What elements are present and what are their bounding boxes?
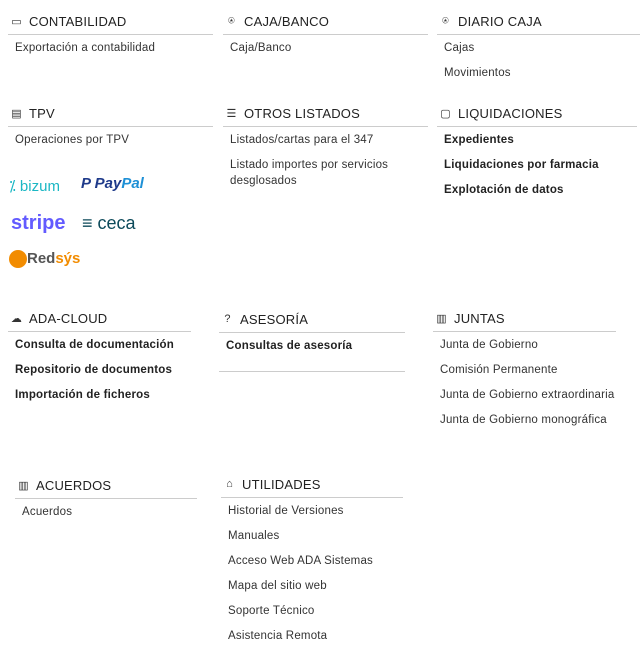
section-items xyxy=(437,35,640,88)
menu-link[interactable]: Operaciones por TPV xyxy=(15,134,130,146)
paypal-text-b: Pal xyxy=(121,175,144,192)
menu-link[interactable]: Consulta de documentación xyxy=(15,339,174,351)
menu-link[interactable]: Listados/cartas para el 347 xyxy=(230,134,374,146)
menu-link[interactable]: Movimientos xyxy=(444,67,511,79)
section-items xyxy=(223,127,428,196)
stripe-logo: stripe xyxy=(11,212,66,234)
cash-register-icon: ⍟ xyxy=(442,14,449,27)
section-header xyxy=(219,306,405,333)
section-otros-listados xyxy=(223,100,428,196)
section-header xyxy=(223,100,428,127)
question-icon: ? xyxy=(224,313,231,325)
redsys-text-b: sýs xyxy=(55,250,81,267)
section-caja-banco xyxy=(223,8,428,63)
menu-link[interactable]: Listado importes por servicios desglosados xyxy=(230,159,389,187)
section-header xyxy=(223,8,428,35)
credit-card-icon: ▤ xyxy=(11,107,22,120)
section-tpv xyxy=(8,100,213,155)
section-title: CAJA/BANCO xyxy=(244,13,330,29)
paypal-logo: P PayPal xyxy=(81,175,144,192)
menu-link[interactable]: Caja/Banco xyxy=(230,42,292,54)
menu-link[interactable]: Historial de Versiones xyxy=(228,505,344,517)
menu-link[interactable]: Mapa del sitio web xyxy=(228,580,327,592)
section-items xyxy=(15,499,197,527)
section-header xyxy=(221,471,403,498)
section-title: ASESORÍA xyxy=(240,311,309,327)
section-header xyxy=(8,100,213,127)
section-acuerdos xyxy=(15,472,197,527)
menu-link[interactable]: Liquidaciones por farmacia xyxy=(444,159,599,171)
section-title: CONTABILIDAD xyxy=(29,13,127,29)
section-items xyxy=(8,332,191,410)
book-icon: ▥ xyxy=(436,312,447,325)
menu-link[interactable]: Acuerdos xyxy=(22,506,73,518)
window-icon: ▭ xyxy=(11,15,22,28)
section-utilidades xyxy=(221,471,403,651)
menu-link[interactable]: Cajas xyxy=(444,42,475,54)
section-title: ACUERDOS xyxy=(36,477,112,493)
section-items xyxy=(219,333,405,372)
menu-link[interactable]: Expedientes xyxy=(444,134,514,146)
menu-link[interactable]: Junta de Gobierno extraordinaria xyxy=(440,389,615,401)
section-contabilidad xyxy=(8,8,213,63)
menu-link[interactable]: Consultas de asesoría xyxy=(226,340,353,352)
section-header xyxy=(8,305,191,332)
paypal-text-a: Pay xyxy=(94,175,122,192)
bizum-logo: ⁒ bizum xyxy=(9,178,60,195)
menu-link[interactable]: Importación de ficheros xyxy=(15,389,150,401)
section-items xyxy=(223,35,428,63)
section-items xyxy=(433,332,616,435)
section-liquidaciones xyxy=(437,100,637,205)
list-icon: ☰ xyxy=(226,107,237,120)
section-ada-cloud xyxy=(8,305,191,410)
redsys-logo xyxy=(9,250,80,268)
book-icon: ▥ xyxy=(18,479,29,492)
section-items xyxy=(8,35,213,63)
menu-link[interactable]: Junta de Gobierno monográfica xyxy=(440,414,607,426)
menu-link[interactable]: Junta de Gobierno xyxy=(440,339,539,351)
section-items xyxy=(221,498,403,651)
redsys-text-a: Red xyxy=(27,250,56,267)
section-diario-caja xyxy=(437,8,640,88)
section-title: JUNTAS xyxy=(454,310,505,326)
menu-link[interactable]: Asistencia Remota xyxy=(228,630,328,642)
section-header xyxy=(433,305,616,332)
section-title: OTROS LISTADOS xyxy=(244,105,360,121)
section-title: ADA-CLOUD xyxy=(29,310,108,326)
section-title: UTILIDADES xyxy=(242,476,321,492)
menu-link[interactable]: Comisión Permanente xyxy=(440,364,558,376)
section-header xyxy=(15,472,197,499)
menu-link[interactable]: Soporte Técnico xyxy=(228,605,315,617)
menu-link[interactable]: Exportación a contabilidad xyxy=(15,42,156,54)
cash-register-icon: ⍟ xyxy=(228,14,235,27)
section-header xyxy=(437,8,640,35)
tools-icon: ⌂ xyxy=(226,478,233,490)
bizum-text: bizum xyxy=(19,178,60,195)
section-header xyxy=(437,100,637,127)
menu-link[interactable]: Repositorio de documentos xyxy=(15,364,173,376)
menu-link[interactable]: Acceso Web ADA Sistemas xyxy=(228,555,374,567)
folder-icon: ▢ xyxy=(440,107,451,120)
section-title: TPV xyxy=(29,105,55,121)
section-juntas xyxy=(433,305,616,435)
menu-link[interactable]: Manuales xyxy=(228,530,280,542)
ceca-logo: ≡ ceca xyxy=(82,213,136,233)
section-header xyxy=(8,8,213,35)
ceca-text: ceca xyxy=(97,213,136,233)
cloud-icon: ☁ xyxy=(10,312,23,325)
menu-link[interactable]: Explotación de datos xyxy=(444,184,564,196)
section-items xyxy=(437,127,637,205)
section-title: LIQUIDACIONES xyxy=(458,105,563,121)
section-items xyxy=(8,127,213,155)
section-asesor-a xyxy=(219,306,405,372)
section-title: DIARIO CAJA xyxy=(458,13,542,29)
